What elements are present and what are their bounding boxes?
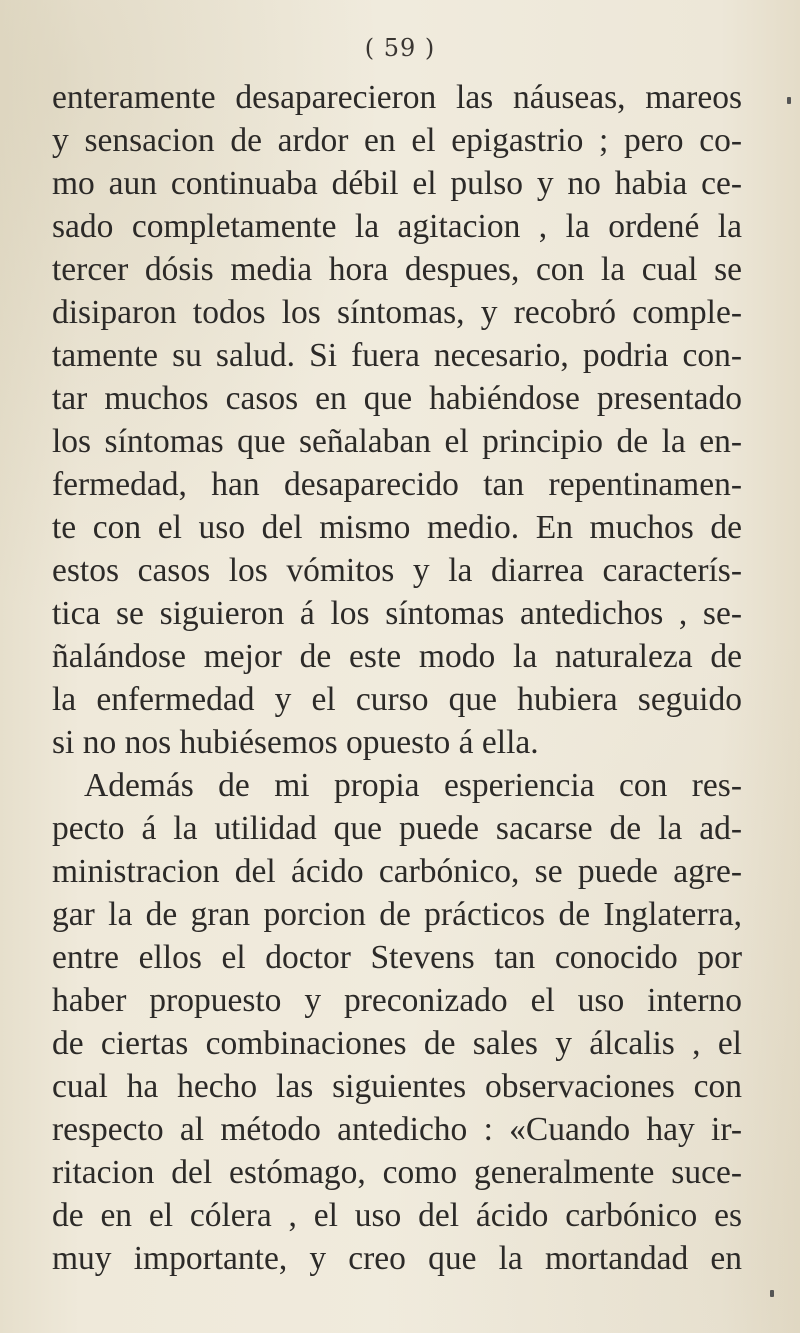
ink-speck [787, 97, 791, 104]
text-line: ritacion del estómago, como generalmente suce- [52, 1154, 742, 1191]
text-line: tercer dósis media hora despues, con la cual se [52, 251, 742, 288]
text-line: Además de mi propia esperiencia con res- [84, 767, 742, 804]
text-line: tar muchos casos en que habiéndose presentado [52, 380, 742, 417]
text-line: enteramente desaparecieron las náuseas, mareos [52, 79, 742, 116]
text-line: si no nos hubiésemos opuesto á ella. [52, 724, 539, 761]
text-line: ñalándose mejor de este modo la naturaleza de [52, 638, 742, 675]
page-number: ( 59 ) [364, 34, 436, 62]
text-line: ministracion del ácido carbónico, se puede agre- [52, 853, 742, 890]
text-line: entre ellos el doctor Stevens tan conocido por [52, 939, 742, 976]
text-line: fermedad, han desaparecido tan repentinamen- [52, 466, 742, 503]
text-line: sado completamente la agitacion , la ordené la [52, 208, 742, 245]
ink-speck [770, 1290, 774, 1297]
text-line: de en el cólera , el uso del ácido carbónico es [52, 1197, 742, 1234]
text-line: la enfermedad y el curso que hubiera seguido [52, 681, 742, 718]
body-text [52, 76, 742, 1280]
text-line: respecto al método antedicho : «Cuando hay ir- [52, 1111, 742, 1148]
text-line: te con el uso del mismo medio. En muchos de [52, 509, 742, 546]
text-line: gar la de gran porcion de prácticos de Inglaterra, [52, 896, 742, 933]
text-line: estos casos los vómitos y la diarrea caracterís- [52, 552, 742, 589]
text-line: los síntomas que señalaban el principio de la en- [52, 423, 742, 460]
text-line: haber propuesto y preconizado el uso interno [52, 982, 742, 1019]
text-line: y sensacion de ardor en el epigastrio ; pero co- [52, 122, 742, 159]
text-line: tamente su salud. Si fuera necesario, podria con- [52, 337, 742, 374]
text-line: pecto á la utilidad que puede sacarse de la ad- [52, 810, 742, 847]
text-line: tica se siguieron á los síntomas antedichos , se- [52, 595, 742, 632]
text-line: disiparon todos los síntomas, y recobró comple- [52, 294, 742, 331]
text-line: de ciertas combinaciones de sales y álcalis , el [52, 1025, 742, 1062]
text-line: cual ha hecho las siguientes observaciones con [52, 1068, 742, 1105]
text-line: mo aun continuaba débil el pulso y no habia ce- [52, 165, 742, 202]
text-line: muy importante, y creo que la mortandad en [52, 1240, 742, 1277]
